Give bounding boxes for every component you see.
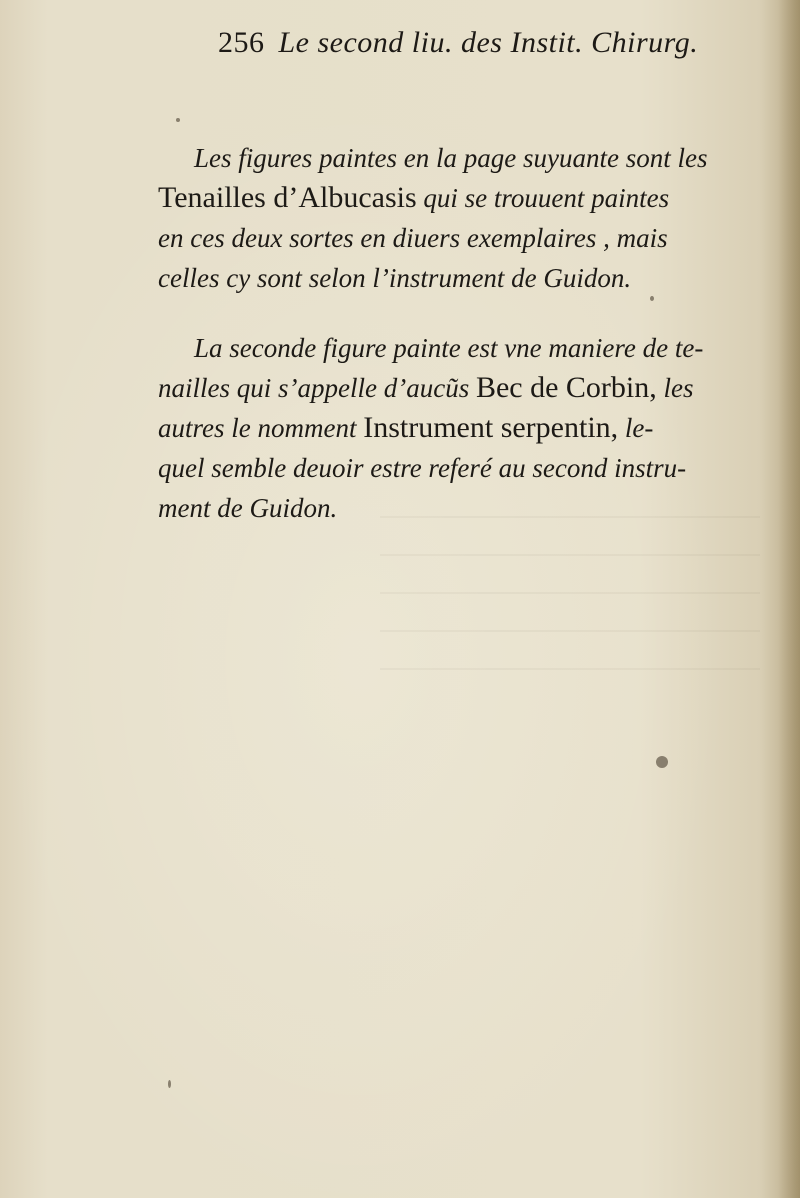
paper-spot xyxy=(176,118,180,122)
running-title: Le second liu. des Instit. Chirurg. xyxy=(278,26,699,59)
text-run: celles cy sont selon l’instrument de Guidon. xyxy=(158,263,632,293)
text-line xyxy=(158,258,758,298)
text-line xyxy=(158,448,758,488)
page-number: 256 xyxy=(218,26,265,59)
paragraph-1 xyxy=(158,138,758,298)
text-run: en ces deux sortes en diuers exemplaires , mais xyxy=(158,223,668,253)
paper-spot xyxy=(168,1080,171,1088)
text-run: le- xyxy=(618,413,654,443)
text-run: autres le nomment xyxy=(158,413,364,443)
text-line xyxy=(158,178,758,218)
paper-spot xyxy=(650,296,654,301)
text-run-roman: Tenailles d’Albucasis xyxy=(158,181,417,214)
text-run: quel semble deuoir estre referé au second instru- xyxy=(158,453,687,483)
text-run: nailles qui s’appelle d’aucũs xyxy=(158,373,476,403)
text-run: qui se trouuent paintes xyxy=(416,183,670,213)
text-line xyxy=(158,368,758,408)
page-edge-shadow xyxy=(778,0,800,1198)
text-run-roman: Bec de Corbin, xyxy=(475,371,657,404)
text-run: les xyxy=(656,373,694,403)
text-line xyxy=(158,138,758,178)
text-run: Les figures paintes en la page suyuante sont les xyxy=(194,143,708,173)
running-header xyxy=(218,26,698,60)
text-line xyxy=(158,488,758,528)
text-line xyxy=(158,328,758,368)
paragraph-2 xyxy=(158,328,758,528)
text-run: ment de Guidon. xyxy=(158,493,338,523)
paper-spot xyxy=(656,756,668,768)
text-run: La seconde figure painte est vne maniere de te- xyxy=(194,333,704,363)
text-line xyxy=(158,408,758,448)
text-line xyxy=(158,218,758,258)
text-run-roman: Instrument serpentin, xyxy=(363,411,619,444)
